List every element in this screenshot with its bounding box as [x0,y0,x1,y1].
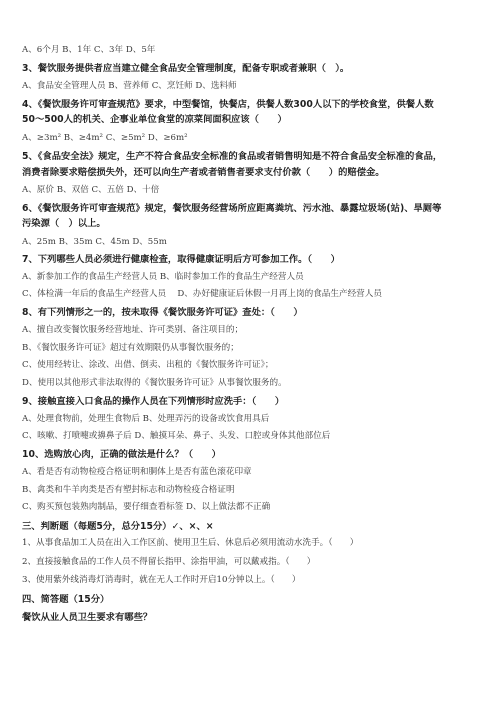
answer-options: A、擅自改变餐饮服务经营地址、许可类别、备注项目的； [22,325,244,335]
question-text: 消费者除要求赔偿损失外，还可以向生产者或者销售者要求支付价款（ ）的赔偿金。 [22,167,385,178]
question-text: 7、下列哪些人员必须进行健康检查，取得健康证明后方可参加工作。（ ） [22,254,340,265]
question-text: 餐饮从业人员卫生要求有哪些？ [22,612,153,623]
answer-options: A、食品安全管理人员 B、营养师 C、烹饪师 D、选料师 [22,81,237,91]
answer-options: A、原价 B、双倍 C、五倍 D、十倍 [22,185,160,195]
question-text: 9、接触直接入口食品的操作人员在下列情形时应洗手：（ ） [22,396,285,407]
judgment-item: 1、从事食品加工人员在出入工作区前、使用卫生后、休息后必须用流动水洗手。（ ） [22,538,359,548]
question-text: 污染源（ ）以上。 [22,218,106,229]
answer-options: A、新参加工作的食品生产经营人员 B、临时参加工作的食品生产经营人员 [22,272,304,282]
judgment-item: 2、直接接触食品的工作人员不得留长指甲、涂指甲油，可以戴戒指。（ ） [22,557,316,567]
answer-options: C、体检满一年后的食品生产经营人员 D、办好健康证后休假一月再上岗的食品生产经营人员 [22,289,382,299]
question-text: 10、选购放心肉，正确的做法是什么？（ ） [22,449,221,460]
answer-options: B、《餐饮服务许可证》超过有效期限仍从事餐饮服务的； [22,343,239,353]
question-text: 4、《餐饮服务许可审查规范》要求，中型餐馆，快餐店，供餐人数300人以下的学校食堂，供餐人数 [22,99,434,110]
answer-options: D、使用以其他形式非法取得的《餐饮服务许可证》从事餐饮服务的。 [22,378,287,388]
question-text: 8、有下列情形之一的，按未取得《餐饮服务许可证》查处：（ ） [22,307,303,318]
section-heading: 四、简答题（15分） [22,594,110,605]
answer-options: A、25m B、35m C、45m D、55m [22,237,167,247]
answer-options: C、购买预包装熟肉制品，要仔细查看标签 D、以上做法都不正确 [22,502,271,512]
answer-options: C、咳嗽、打喷嚏或擤鼻子后 D、触摸耳朵、鼻子、头发、口腔或身体其他部位后 [22,431,331,441]
question-text: 50～500人的机关、企事业单位食堂的凉菜间面积应该（ ） [22,114,287,125]
question-text: 5、《食品安全法》规定，生产不符合食品安全标准的食品或者销售明知是不符合食品安全标准的食品， [22,151,443,162]
question-text: 3、餐饮服务提供者应当建立健全食品安全管理制度，配备专职或者兼职（ ）。 [22,63,350,74]
answer-options: A、≥3m² B、≥4m² C、≥5m² D、≥6m² [22,133,188,143]
judgment-item: 3、使用紫外线消毒灯消毒时，就在无人工作时开启10分钟以上。（ ） [22,575,301,585]
answer-options: A、6个月 B、1年 C、3年 D、5年 [22,45,156,55]
section-heading: 三、判断题（每题5分，总分15分）✓、×、× [22,521,214,532]
answer-options: C、使用经转让、涂改、出借、倒卖、出租的《餐饮服务许可证》； [22,360,274,370]
answer-options: A、处理食物前，处理生食物后 B、处理弄污的设备或饮食用具后 [22,414,270,424]
question-text: 6、《餐饮服务许可审查规范》规定，餐饮服务经营场所应距离粪坑、污水池、暴露垃圾场(站)、旱厕等 [22,203,442,214]
answer-options: B、禽类和牛羊肉类是否有塑封标志和动物检疫合格证明 [22,485,235,495]
answer-options: A、看是否有动物检疫合格证明和胴体上是否有蓝色滚花印章 [22,467,252,477]
